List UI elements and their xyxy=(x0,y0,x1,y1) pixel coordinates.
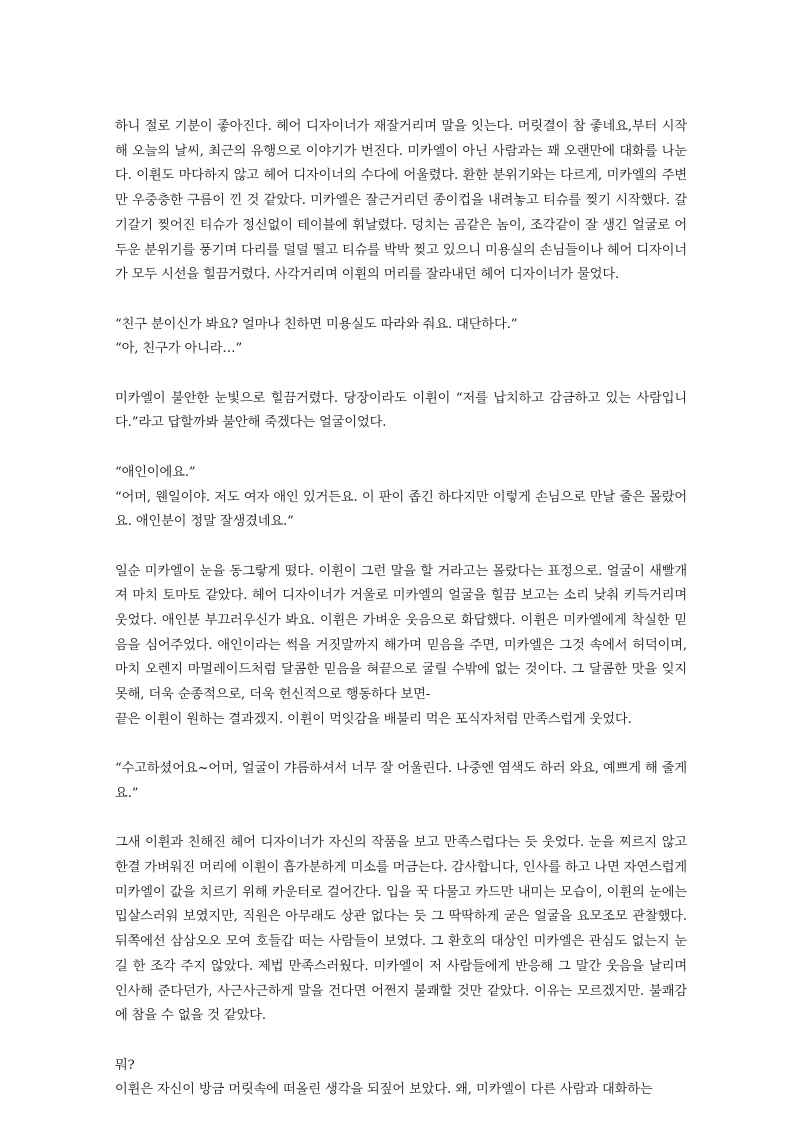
dialogue-line: “친구 분이신가 봐요? 얼마나 친하면 미용실도 따라와 줘요. 대단하다.” xyxy=(115,316,518,332)
paragraph-1 xyxy=(115,115,687,288)
document-body xyxy=(115,115,687,1103)
paragraph-8 xyxy=(115,1054,687,1103)
paragraph-2 xyxy=(115,313,687,362)
dialogue-line: “수고하셨어요~어머, 얼굴이 갸름하셔서 너무 잘 어울린다. 나중엔 염색도 하러 와요, 예쁘게 해 줄게요.” xyxy=(115,761,687,801)
paragraph-text: 이휜은 자신이 방금 머릿속에 떠올린 생각을 되짚어 보았다. 왜, 미카엘이 다른 사람과 대화하는 xyxy=(115,1082,653,1098)
paragraph-text: 뭐? xyxy=(115,1057,135,1073)
paragraph-text: 끝은 이휜이 원하는 결과겠지. 이휜이 먹잇감을 배불리 먹은 포식자처럼 만족스럽게 웃었다. xyxy=(115,711,632,727)
dialogue-line: “어머, 웬일이야. 저도 여자 애인 있거든요. 이 판이 좁긴 하다지만 이렇게 손님으로 만날 줄은 몰랐어요. 애인분이 정말 잘생겼네요.” xyxy=(115,489,687,530)
dialogue-line: “아, 친구가 아니라…” xyxy=(115,341,243,357)
paragraph-4 xyxy=(115,461,687,535)
paragraph-7 xyxy=(115,831,687,1029)
paragraph-5 xyxy=(115,560,687,733)
paragraph-text: 하니 절로 기분이 좋아진다. 헤어 디자이너가 재잘거리며 말을 잇는다. 머릿결이 참 좋네요,부터 시작해 오늘의 날씨, 최근의 유행으로 이야기가 번진다. 미카엘이 아닌 사람과는 꽤 오랜만에 대화를 나눈다. 이휜도 마다하지 않고 헤어 디자이너의 수다에 어울렸다. 환한 분위기와는 다르게, 미카엘의 주변만 우중충한 구름이 낀 것 같았다. 미카엘은 잘근거리던 종이컵을 내려놓고 티슈를 찢기 시작했다. 갈기갈기 찢어진 티슈가 정신없이 테이블에 휘날렸다. 덩치는 곰같은 놈이, 조각같이 잘 생긴 얼굴로 어두운 분위기를 풍기며 다리를 덜덜 떨고 티슈를 박박 찢고 있으니 미용실의 손님들이나 헤어 디자이너가 모두 시선을 힐끔거렸다. 사각거리며 이휜의 머리를 잘라내던 헤어 디자이너가 물었다. xyxy=(115,119,687,283)
paragraph-text: 일순 미카엘이 눈을 동그랗게 떴다. 이휜이 그런 말을 할 거라고는 몰랐다는 표정으로. 얼굴이 새빨개져 마치 토마토 같았다. 헤어 디자이너가 거울로 미카엘의 얼굴을 힐끔 보고는 소리 낮춰 키득거리며 웃었다. 애인분 부끄러우신가 봐요. 이휜은 가벼운 웃음으로 화답했다. 이휜은 미카엘에게 착실한 믿음을 심어주었다. 애인이라는 썩을 거짓말까지 해가며 믿음을 주면, 미카엘은 그것 속에서 허덕이며, 마치 오렌지 마멀레이드처럼 달콤한 믿음을 혀끝으로 굴릴 수밖에 없는 것이다. 그 달콤한 맛을 잊지 못해, 더욱 순종적으로, 더욱 헌신적으로 행동하다 보면- xyxy=(115,563,687,703)
paragraph-3 xyxy=(115,387,687,436)
paragraph-text: 미카엘이 불안한 눈빛으로 힐끔거렸다. 당장이라도 이휜이 “저를 납치하고 감금하고 있는 사람입니다.”라고 답할까봐 불안해 죽겠다는 얼굴이었다. xyxy=(115,390,687,431)
paragraph-6 xyxy=(115,757,687,806)
paragraph-text: 그새 이휜과 친해진 헤어 디자이너가 자신의 작품을 보고 만족스럽다는 듯 웃었다. 눈을 찌르지 않고 한결 가벼워진 머리에 이휜이 흡가분하게 미소를 머금는다. 감사합니다, 인사를 하고 나면 자연스럽게 미카엘이 값을 치르기 위해 카운터로 걸어간다. 입을 꾹 다물고 카드만 내미는 모습이, 이휜의 눈에는 밉살스러워 보였지만, 직원은 아무래도 상관 없다는 듯 그 딱딱하게 굳은 얼굴을 요모조모 관찰했다. 뒤쪽에선 삼삼오오 모여 호들갑 떠는 사람들이 보였다. 그 환호의 대상인 미카엘은 관심도 없는지 눈길 한 조각 주지 않았다. 제법 만족스러웠다. 미카엘이 저 사람들에게 반응해 그 말간 웃음을 날리며 인사해 준다던가, 사근사근하게 말을 건다면 어쩐지 불쾌할 것만 같았다. 이유는 모르겠지만. 불쾌감에 참을 수 없을 것 같았다. xyxy=(115,835,687,1024)
dialogue-line: “애인이에요.” xyxy=(115,464,196,480)
